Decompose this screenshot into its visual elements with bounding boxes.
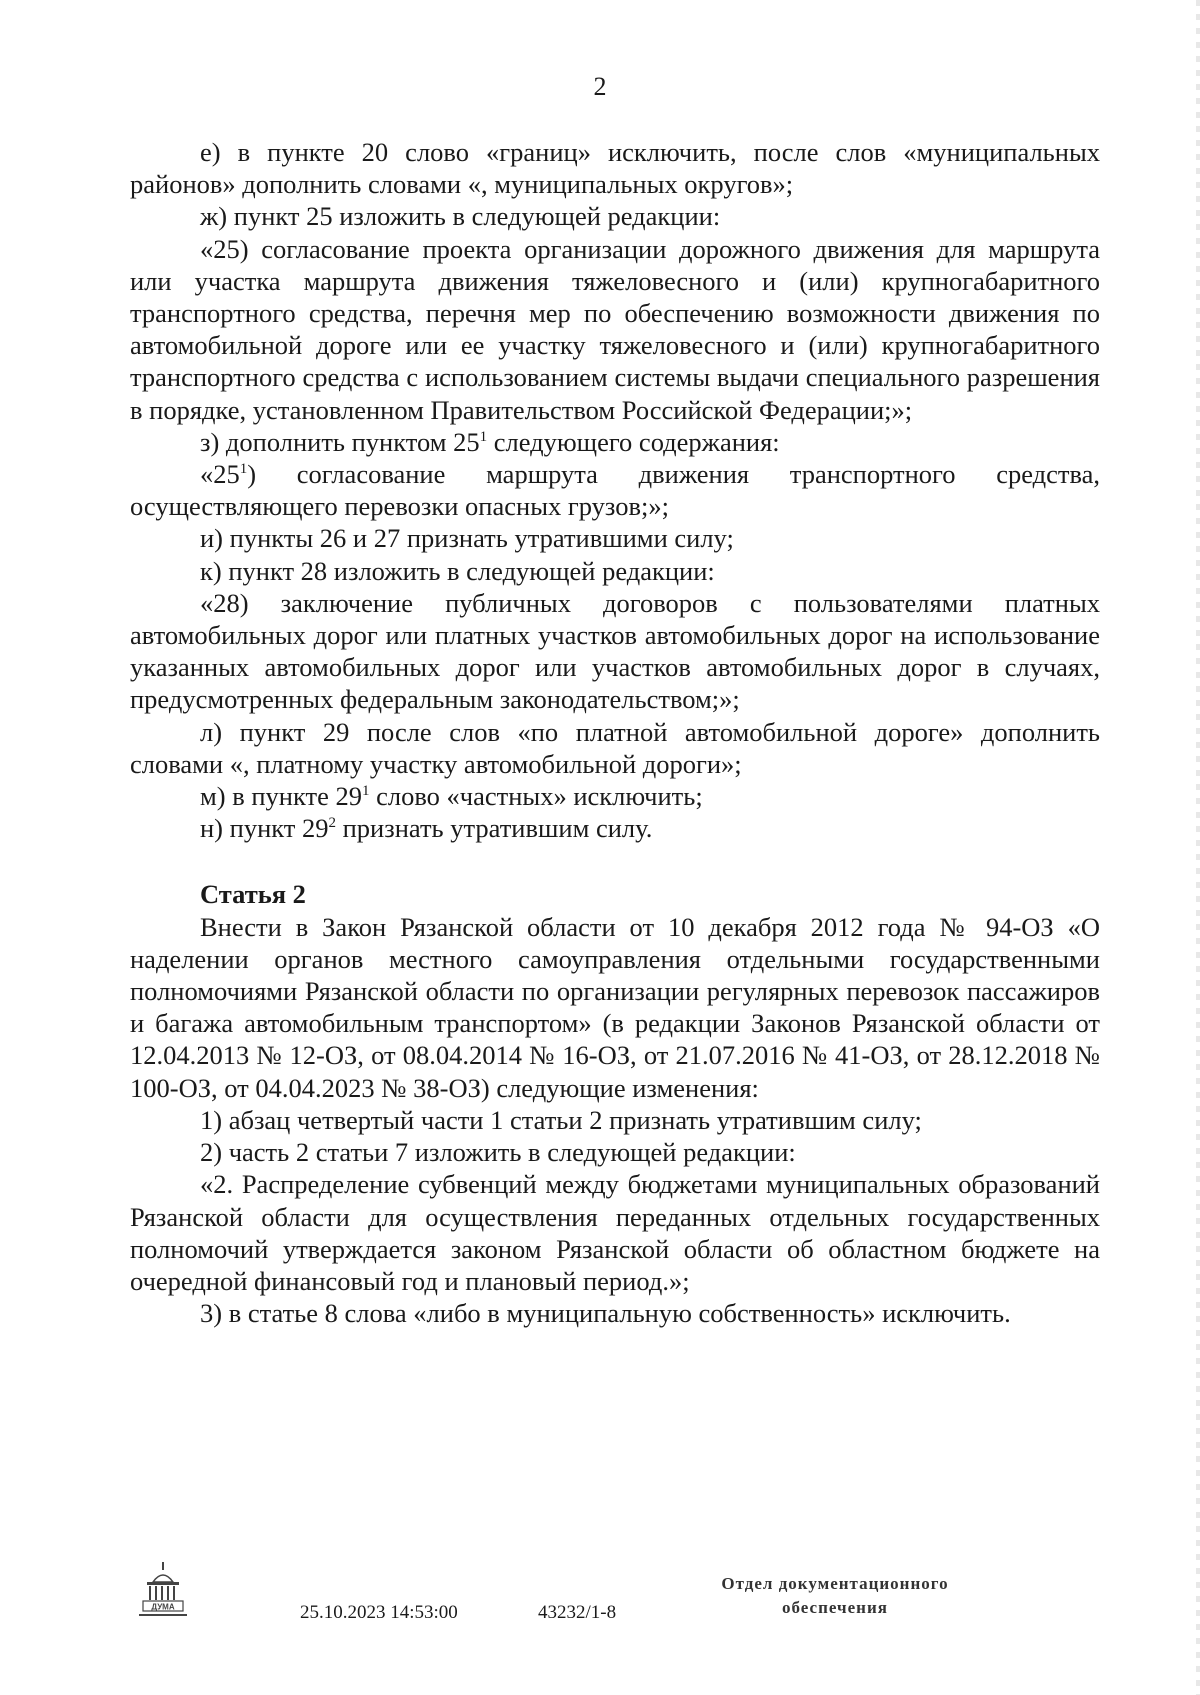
paragraph-i: и) пункты 26 и 27 признать утратившими силу; (200, 523, 734, 554)
article-2-item-1: 1) абзац четвертый части 1 статьи 2 признать утратившим силу; (200, 1104, 922, 1135)
paragraph-25-1: «$25^1$) согласование маршрута движения транспортного средства, осуществляющего перевозки опасных грузов;»; (130, 459, 1100, 522)
footer (0, 1560, 1200, 1680)
footer-department (700, 1572, 970, 1620)
paragraph-e: е) в пункте 20 слово «границ» исключить, после слов «муниципальных районов» дополнить словами «, муниципальных округов»; (130, 137, 1100, 200)
document-body (130, 136, 1100, 1329)
paragraph-28: «28) заключение публичных договоров с пользователями платных автомобильных дорог или платных участков автомобильных дорог на использование указанных автомобильных дорог или участков автомобильных дорог в случаях, предусмотренных федеральным законодательством;»; (130, 587, 1100, 715)
scan-edge-artifact (1196, 0, 1200, 1695)
footer-document-number: 43232/1-8 (538, 1602, 617, 1623)
footer-department-line1: Отдел документационного (721, 1574, 949, 1593)
logo-text: ДУМА (151, 1602, 175, 1612)
paragraph-m: м) в пункте $29^1$ слово «частных» исключить; (200, 781, 703, 812)
page-number: 2 (593, 72, 607, 101)
article-2-heading: Статья 2 (200, 879, 306, 910)
paragraph-zh: ж) пункт 25 изложить в следующей редакции: (200, 201, 721, 232)
duma-logo-icon (135, 1560, 195, 1620)
paragraph-z: з) дополнить пунктом $25^1$ следующего содержания: (200, 426, 780, 457)
paragraph-k: к) пункт 28 изложить в следующей редакции: (200, 555, 715, 586)
article-2-item-3: 3) в статье 8 слова «либо в муниципальную собственность» исключить. (200, 1298, 1011, 1329)
footer-datetime: 25.10.2023 14:53:00 (300, 1602, 458, 1623)
paragraph-25: «25) согласование проекта организации дорожного движения для маршрута или участка маршрута движения тяжеловесного и (или) крупногабаритного транспортного средства, перечня мер по обеспечению возможности движения по автомобильной дороге или ее участку тяжеловесного и (или) крупногабаритного транспортного средства с использованием системы выдачи специального разрешения в порядке, установленном Правительством Российской Федерации;»; (130, 233, 1100, 425)
paragraph-l: л) пункт 29 после слов «по платной автомобильной дороге» дополнить словами «, платному участку автомобильной дороги»; (130, 716, 1100, 779)
paragraph-n: н) пункт $29^2$ признать утратившим силу. (200, 813, 653, 844)
spacer (130, 844, 1100, 878)
article-2-item-2: 2) часть 2 статьи 7 изложить в следующей редакции: (200, 1137, 796, 1168)
footer-department-line2: обеспечения (782, 1598, 888, 1617)
article-2-quote: «2. Распределение субвенций между бюджетами муниципальных образований Рязанской области для осуществления переданных отдельных государственных полномочий утверждается законом Рязанской области об областном бюджете на очередной финансовый год и плановый период.»; (130, 1169, 1100, 1296)
article-2-intro: Внести в Закон Рязанской области от 10 декабря 2012 года № 94-ОЗ «О наделении органов местного самоуправления отдельными государственными полномочиями Рязанской области по организации регулярных перевозок пассажиров и багажа автомобильным транспортом» (в редакции Законов Рязанской области от 12.04.2013 № 12-ОЗ, от 08.04.2014 № 16-ОЗ, от 21.07.2016 № 41-ОЗ, от 28.12.2018 № 100-ОЗ, от 04.04.2023 № 38-ОЗ) следующие изменения: (130, 911, 1100, 1103)
